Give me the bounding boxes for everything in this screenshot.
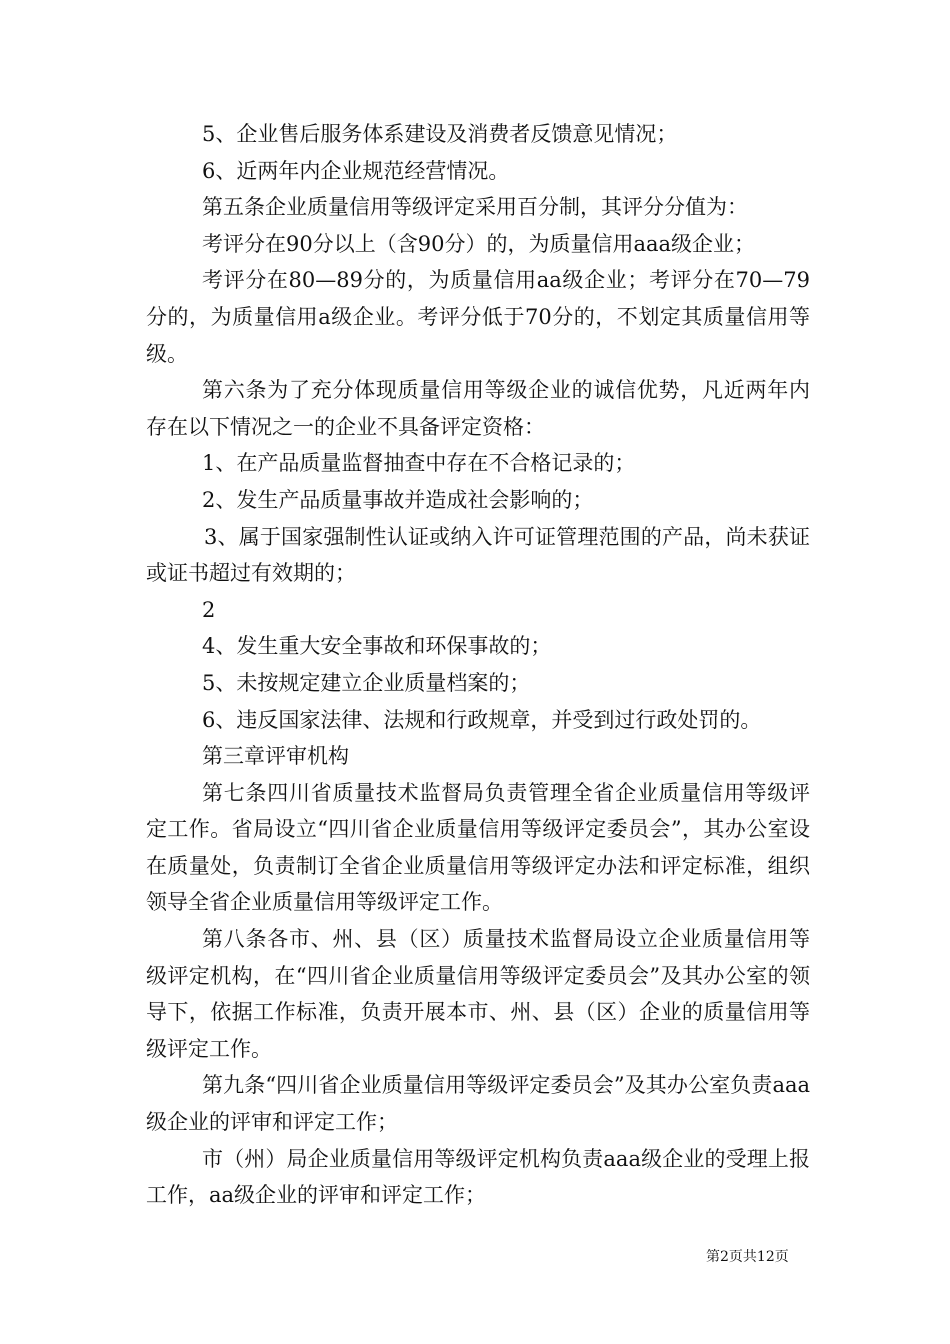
chapter-heading: 第三章评审机构 — [202, 744, 349, 769]
page-number-footer: 第2页共12页 — [706, 1249, 789, 1265]
paragraph-exclusion-5: 5、未按规定建立企业质量档案的； — [202, 670, 531, 695]
paragraph-article-9: 第九条“四川省企业质量信用等级评定委员会”及其办公室负责aaa级企业的评审和评定工作； — [146, 1073, 810, 1135]
paragraph-criterion-5: 5、企业售后服务体系建设及消费者反馈意见情况； — [202, 122, 678, 146]
inline-page-marker: 2 — [202, 597, 216, 622]
paragraph-criterion-6: 6、近两年内企业规范经营情况。 — [202, 158, 510, 183]
paragraph-score-aaa: 考评分在90分以上（含90分）的，为质量信用aaa级企业； — [202, 231, 756, 256]
paragraph-exclusion-3: 3、属于国家强制性认证或纳入许可证管理范围的产品，尚未获证或证书超过有效期的； — [146, 524, 810, 586]
paragraph-exclusion-1: 1、在产品质量监督抽查中存在不合格记录的； — [202, 451, 636, 476]
paragraph-exclusion-2: 2、发生产品质量事故并造成社会影响的； — [202, 487, 594, 512]
document-body — [146, 116, 810, 1214]
paragraph-article-8: 第八条各市、州、县（区）质量技术监督局设立企业质量信用等级评定机构，在“四川省企业质量信用等级评定委员会”及其办公室的领导下，依据工作标准，负责开展本市、州、县（区）企业的质量信用等级评定工作。 — [146, 927, 810, 1061]
paragraph-city-bureau: 市（州）局企业质量信用等级评定机构负责aaa级企业的受理上报工作，aa级企业的评审和评定工作； — [146, 1146, 810, 1208]
paragraph-article-7: 第七条四川省质量技术监督局负责管理全省企业质量信用等级评定工作。省局设立“四川省企业质量信用等级评定委员会”，其办公室设在质量处，负责制订全省企业质量信用等级评定办法和评定标准，组织领导全省企业质量信用等级评定工作。 — [146, 780, 810, 915]
paragraph-exclusion-6: 6、违反国家法律、法规和行政规章，并受到过行政处罚的。 — [202, 707, 762, 732]
paragraph-score-aa-a: 考评分在80—89分的，为质量信用aa级企业；考评分在70—79分的，为质量信用a级企业。考评分低于70分的，不划定其质量信用等级。 — [146, 268, 810, 366]
paragraph-article-6: 第六条为了充分体现质量信用等级企业的诚信优势，凡近两年内存在以下情况之一的企业不具备评定资格： — [146, 378, 810, 439]
paragraph-exclusion-4: 4、发生重大安全事故和环保事故的； — [202, 634, 552, 659]
paragraph-article-5: 第五条企业质量信用等级评定采用百分制，其评分分值为： — [202, 195, 748, 220]
